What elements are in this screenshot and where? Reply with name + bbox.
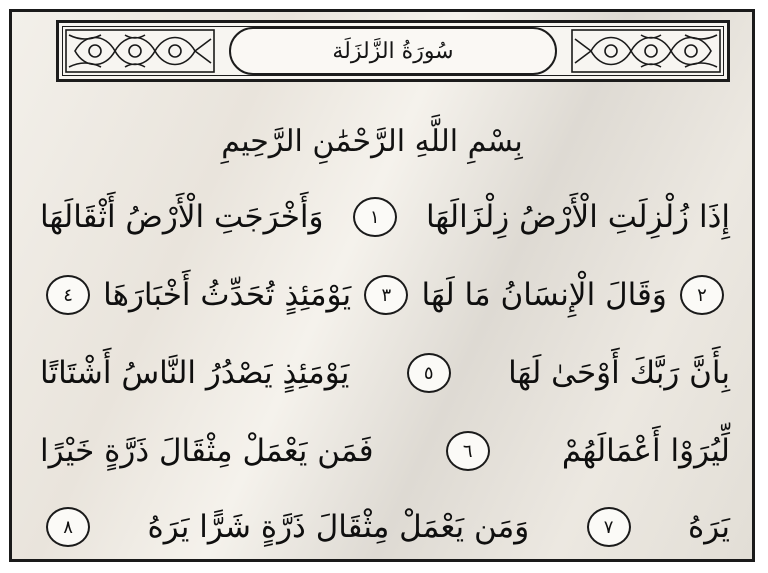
verse-text: وَقَالَ الْإِنسَانُ مَا لَهَا	[421, 277, 667, 313]
verse-line	[40, 423, 730, 479]
verse-text: وَمَن يَعْمَلْ مِثْقَالَ ذَرَّةٍ شَرًّا يَرَهُ	[147, 509, 530, 545]
verse-text: لِّيُرَوْا أَعْمَالَهُمْ	[561, 433, 730, 469]
verse-line	[40, 345, 730, 401]
verse-text: وَأَخْرَجَتِ الْأَرْضُ أَثْقَالَهَا	[40, 199, 324, 235]
ayah-marker: ٣	[364, 275, 408, 315]
verse-line	[40, 267, 730, 323]
verse-line	[40, 189, 730, 245]
sura-title-cartouche	[229, 27, 557, 75]
ayah-marker: ٥	[407, 353, 451, 393]
arabesque-ornament-right-icon	[571, 29, 721, 73]
verse-text: يَوْمَئِذٍ يَصْدُرُ النَّاسُ أَشْتَاتًا	[40, 355, 350, 391]
ayah-marker: ٢	[680, 275, 724, 315]
basmala: بِسْمِ اللَّهِ الرَّحْمَٰنِ الرَّحِيمِ	[221, 124, 523, 159]
ayah-marker: ١	[353, 197, 397, 237]
verse-text: فَمَن يَعْمَلْ مِثْقَالَ ذَرَّةٍ خَيْرًا	[40, 433, 374, 469]
sura-header-frame	[56, 20, 730, 82]
mushaf-page	[9, 9, 755, 562]
verse-line	[40, 499, 730, 555]
ayah-marker: ٨	[46, 507, 90, 547]
verse-text: يَوْمَئِذٍ تُحَدِّثُ أَخْبَارَهَا	[103, 277, 352, 313]
arabesque-ornament-left-icon	[65, 29, 215, 73]
verse-text: يَرَهُ	[688, 509, 730, 545]
ayah-marker: ٦	[446, 431, 490, 471]
ayah-marker: ٧	[587, 507, 631, 547]
verse-text: بِأَنَّ رَبَّكَ أَوْحَىٰ لَهَا	[508, 355, 730, 391]
verse-text: إِذَا زُلْزِلَتِ الْأَرْضُ زِلْزَالَهَا	[425, 199, 730, 235]
sura-title: سُورَةُ الزَّلزَلَة	[332, 38, 454, 64]
ayah-marker: ٤	[46, 275, 90, 315]
